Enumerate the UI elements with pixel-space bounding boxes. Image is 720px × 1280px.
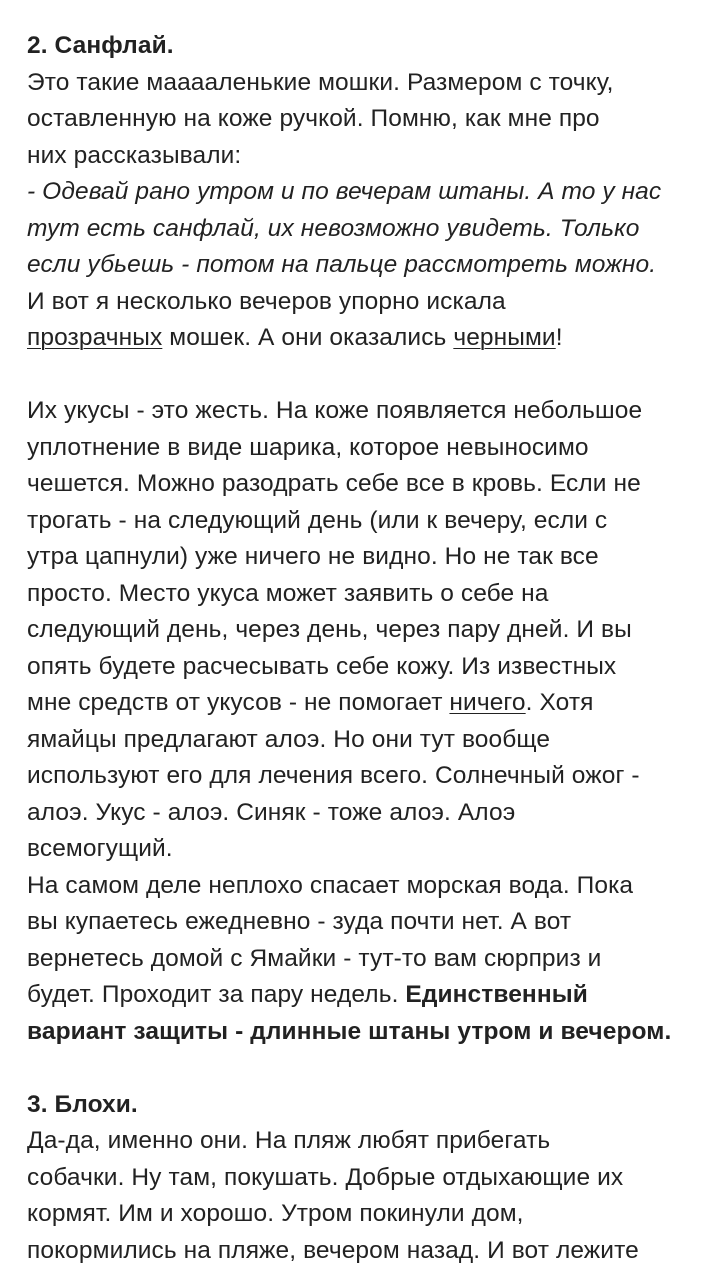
paragraph-line: опять будете расчесывать себе кожу. Из известных bbox=[27, 652, 617, 680]
text-fragment: мне средств от укусов - не помогает bbox=[27, 689, 450, 716]
quote-line: тут есть санфлай, их невозможно увидеть. Только bbox=[27, 214, 640, 242]
paragraph-line: Их укусы - это жесть. На коже появляется небольшое bbox=[27, 397, 643, 424]
paragraph-line: И вот я несколько вечеров упорно искала bbox=[27, 287, 506, 315]
paragraph-line: ямайцы предлагают алоэ. Но они тут вообще bbox=[27, 725, 551, 753]
paragraph-line: вы купаетесь ежедневно - зуда почти нет. А вот bbox=[27, 908, 572, 935]
section-heading-sunfly: 2. Санфлай. bbox=[27, 32, 174, 59]
article-text bbox=[27, 28, 707, 1269]
paragraph-gap bbox=[27, 1050, 707, 1087]
text-fragment: ! bbox=[555, 324, 563, 351]
paragraph-line: всемогущий. bbox=[27, 835, 173, 862]
quote-line: если убьешь - потом на пальце рассмотреть можно. bbox=[27, 251, 657, 278]
paragraph-line-with-links bbox=[27, 320, 707, 357]
paragraph-line: собачки. Ну там, покушать. Добрые отдыхающие их bbox=[27, 1163, 624, 1191]
paragraph-line: вернетесь домой с Ямайки - тут-то вам сюрприз и bbox=[27, 944, 602, 972]
paragraph-line: Это такие мааааленькие мошки. Размером с точку, bbox=[27, 68, 614, 96]
paragraph-line: Да-да, именно они. На пляж любят прибегать bbox=[27, 1127, 551, 1154]
paragraph-line: утра цапнули) уже ничего не видно. Но не так все bbox=[27, 543, 599, 570]
black-link[interactable]: черными bbox=[453, 324, 556, 351]
paragraph-line-mixed bbox=[27, 977, 707, 1014]
paragraph-line: чешется. Можно разодрать себе все в кровь. Если не bbox=[27, 470, 641, 497]
text-fragment: . Хотя bbox=[525, 689, 594, 716]
section-heading-fleas: 3. Блохи. bbox=[27, 1090, 138, 1118]
paragraph-line: оставленную на коже ручкой. Помню, как мне про bbox=[27, 105, 600, 132]
paragraph-line: них рассказывали: bbox=[27, 141, 242, 169]
text-fragment: будет. Проходит за пару недель. bbox=[27, 981, 406, 1008]
transparent-link[interactable]: прозрачных bbox=[27, 324, 163, 351]
paragraph-line: следующий день, через день, через пару дней. И вы bbox=[27, 616, 632, 643]
paragraph-line-with-link bbox=[27, 685, 707, 722]
quote-line: - Одевай рано утром и по вечерам штаны. А то у нас bbox=[27, 178, 662, 205]
paragraph-line: алоэ. Укус - алоэ. Синяк - тоже алоэ. Алоэ bbox=[27, 798, 516, 826]
text-fragment: мошек. А они оказались bbox=[162, 324, 454, 351]
paragraph-line: На самом деле неплохо спасает морская вода. Пока bbox=[27, 871, 634, 899]
paragraph-line: уплотнение в виде шарика, которое невыносимо bbox=[27, 433, 589, 461]
paragraph-line: используют его для лечения всего. Солнечный ожог - bbox=[27, 762, 640, 789]
paragraph-line: кормят. Им и хорошо. Утром покинули дом, bbox=[27, 1200, 524, 1227]
paragraph-gap bbox=[27, 357, 707, 394]
paragraph-line: просто. Место укуса может заявить о себе на bbox=[27, 579, 549, 607]
bold-conclusion-line: вариант защиты - длинные штаны утром и вечером. bbox=[27, 1017, 672, 1045]
nothing-link[interactable]: ничего bbox=[449, 689, 526, 716]
paragraph-line: покормились на пляже, вечером назад. И вот лежите bbox=[27, 1236, 639, 1264]
bold-text-fragment: Единственный bbox=[405, 981, 588, 1008]
paragraph-line: трогать - на следующий день (или к вечеру, если с bbox=[27, 506, 608, 534]
